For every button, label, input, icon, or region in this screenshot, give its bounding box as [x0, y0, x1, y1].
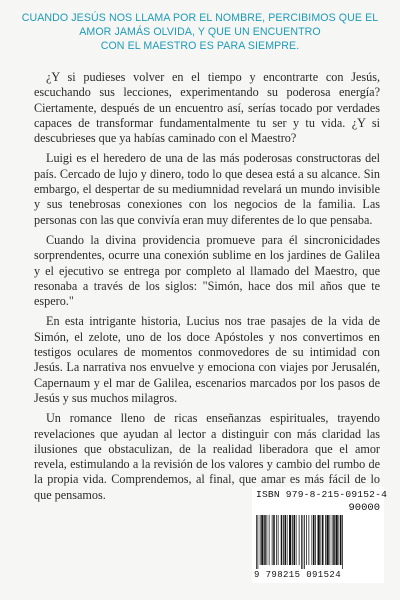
barcode-digits: 9 798215 091524 [254, 570, 342, 580]
headline-line-1: CUANDO JESÚS NOS LLAMA POR EL NOMBRE, PERCIBIMOS QUE EL [21, 12, 379, 24]
barcode-bar [283, 515, 284, 565]
barcode-bar [322, 515, 324, 565]
back-cover-headline [18, 11, 382, 53]
barcode-bar [312, 515, 313, 565]
headline-line-2: AMOR JAMÁS OLVIDA, Y QUE UN ENCUENTRO [79, 26, 321, 38]
barcode-bar [325, 515, 326, 565]
barcode-bar [267, 515, 268, 565]
paragraph-5: Un romance lleno de ricas enseñanzas espirituales, trayendo revelaciones que ayudan al lector a distinguir con más claridad las ilusiones que obstaculizan, de la realidad liberadora que el amor revela, estimulando a la revisión de los valores y cambio del rumbo de la propia vida. Comprendemos, al final, que amar es más fácil de lo que pensamos. [34, 411, 380, 502]
barcode-bar [292, 515, 293, 565]
barcode-bar [272, 515, 273, 565]
barcode-bar [273, 515, 275, 565]
paragraph-4: En esta intrigante historia, Lucius nos trae pasajes de la vida de Simón, el zelote, uno de los doce Apóstoles y nos convertimos en testigos oculares de momentos conmovedores de su intimidad con Jesús. La narrativa nos envuelve y emociona con viajes por Jerusalén, Capernaum y el mar de Galilea, escenarios marcados por los pasos de Jesús y sus muchos milagros. [34, 314, 380, 405]
barcode-bar [299, 515, 300, 565]
barcode-bar [306, 515, 307, 565]
barcode-bar [281, 515, 283, 565]
barcode-bar [260, 515, 261, 565]
barcode-bar [342, 515, 343, 569]
barcode-bar [340, 515, 342, 565]
barcode-bar [287, 515, 288, 565]
barcode-bar [318, 515, 320, 565]
isbn-barcode [252, 487, 388, 583]
barcode-bar [309, 515, 310, 565]
barcode-bar [269, 515, 270, 565]
barcode-bar [339, 515, 340, 565]
paragraph-2: Luigi es el heredero de una de las más poderosas constructoras del país. Cercado de lujo y dinero, todo lo que desea está a su alcance. Sin embargo, el despertar de su mediumnidad revelará un mundo invisible y sus tenebrosas conexiones con los negocios de la familia. Las personas con las que convivía eran muy diferentes de lo que pensaba. [34, 151, 380, 227]
barcode-bars [256, 515, 380, 569]
barcode-bar [330, 515, 331, 565]
price-code: 90000 [348, 502, 380, 514]
paragraph-3: Cuando la divina providencia promueve para él sincronicidades sorprendentes, ocurre una conexión sublime en los jardines de Galilea y el ejecutivo se entrega por completo al llamado del Maestro, que resonaba a través de los siglos: "Simón, hace dos mil años que te espero." [34, 232, 380, 309]
barcode-bar [303, 515, 304, 569]
headline-line-3: CON EL MAESTRO ES PARA SIEMPRE. [100, 40, 300, 52]
barcode-bar [336, 515, 338, 565]
barcode-bar [289, 515, 291, 565]
barcode-bar [256, 515, 257, 569]
barcode-bar [264, 515, 266, 565]
barcode-bar [285, 515, 287, 565]
barcode-bar [276, 515, 277, 565]
barcode-bar [321, 515, 322, 565]
barcode-bar [332, 515, 333, 565]
synopsis-text [34, 70, 388, 508]
barcode-bar [304, 515, 305, 569]
barcode-bar [278, 515, 279, 565]
barcode-bar [294, 515, 296, 565]
barcode-bar [313, 515, 315, 565]
barcode-bar [315, 515, 316, 565]
barcode-bar [258, 515, 259, 569]
barcode-bar [333, 515, 335, 565]
barcode-bar [301, 515, 302, 569]
barcode-bar [296, 515, 297, 565]
paragraph-1: ¿Y si pudieses volver en el tiempo y encontrarte con Jesús, escuchando sus lecciones, experimentando su poderosa energía? Ciertamente, después de un encuentro así, serías tocado por verdades capaces de transformar fundamentalmente tu ser y tu vida. ¿Y si descubrieses que ya habías caminado con el Maestro? [34, 70, 380, 146]
isbn-label: ISBN 979-8-215-09152-4 [256, 489, 388, 500]
barcode-bar [327, 515, 329, 565]
barcode-bar [261, 515, 263, 565]
